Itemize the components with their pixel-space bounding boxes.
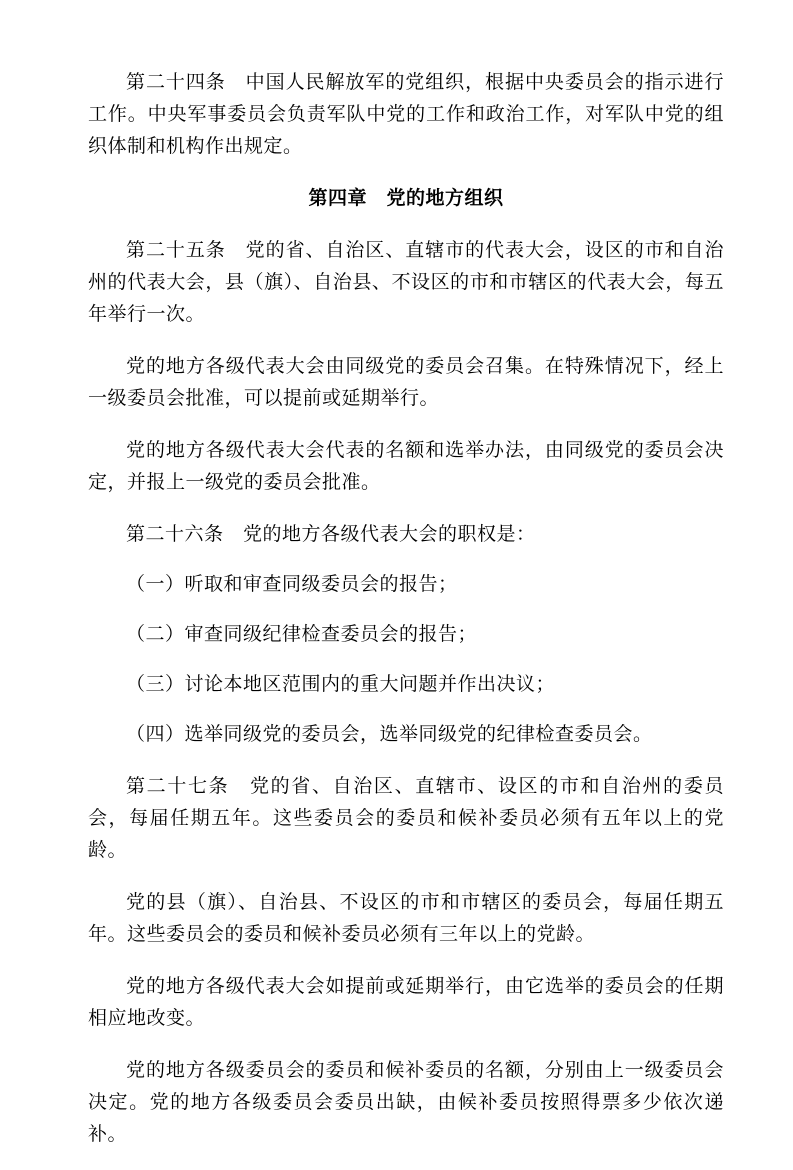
list-item-4: （四）选举同级党的委员会，选举同级党的纪律检查委员会。 [126, 723, 653, 745]
article-25-paragraph: 第二十五条 党的省、自治区、直辖市的代表大会，设区的市和自治州的代表大会，县（旗）、自治县、不设区的市和市辖区的代表大会，每五年举行一次。 [88, 239, 724, 325]
paragraph-county-committees: 党的县（旗）、自治县、不设区的市和市辖区的委员会，每届任期五年。这些委员会的委员和候补委员必须有三年以上的党龄。 [88, 891, 724, 945]
chapter-title: 第四章 党的地方组织 [308, 187, 504, 209]
list-item-2: （二）审查同级纪律检查委员会的报告； [126, 623, 478, 645]
paragraph-member-quota: 党的地方各级委员会的委员和候补委员的名额，分别由上一级委员会决定。党的地方各级委员会委员出缺，由候补委员按照得票多少依次递补。 [88, 1059, 724, 1145]
list-item-1: （一）听取和审查同级委员会的报告； [126, 573, 458, 595]
document-page [88, 66, 724, 1170]
article-26-paragraph: 第二十六条 党的地方各级代表大会的职权是： [126, 523, 536, 545]
paragraph-delegate-quota: 党的地方各级代表大会代表的名额和选举办法，由同级党的委员会决定，并报上一级党的委员会批准。 [88, 439, 724, 493]
article-24-paragraph: 第二十四条 中国人民解放军的党组织，根据中央委员会的指示进行工作。中央军事委员会负责军队中党的工作和政治工作，对军队中党的组织体制和机构作出规定。 [88, 71, 724, 157]
article-27-paragraph: 第二十七条 党的省、自治区、直辖市、设区的市和自治州的委员会，每届任期五年。这些委员会的委员和候补委员必须有五年以上的党龄。 [88, 775, 724, 861]
paragraph-term-change: 党的地方各级代表大会如提前或延期举行，由它选举的委员会的任期相应地改变。 [88, 975, 724, 1029]
paragraph-convening: 党的地方各级代表大会由同级党的委员会召集。在特殊情况下，经上一级委员会批准，可以提前或延期举行。 [88, 355, 724, 409]
list-item-3: （三）讨论本地区范围内的重大问题并作出决议； [126, 673, 556, 695]
